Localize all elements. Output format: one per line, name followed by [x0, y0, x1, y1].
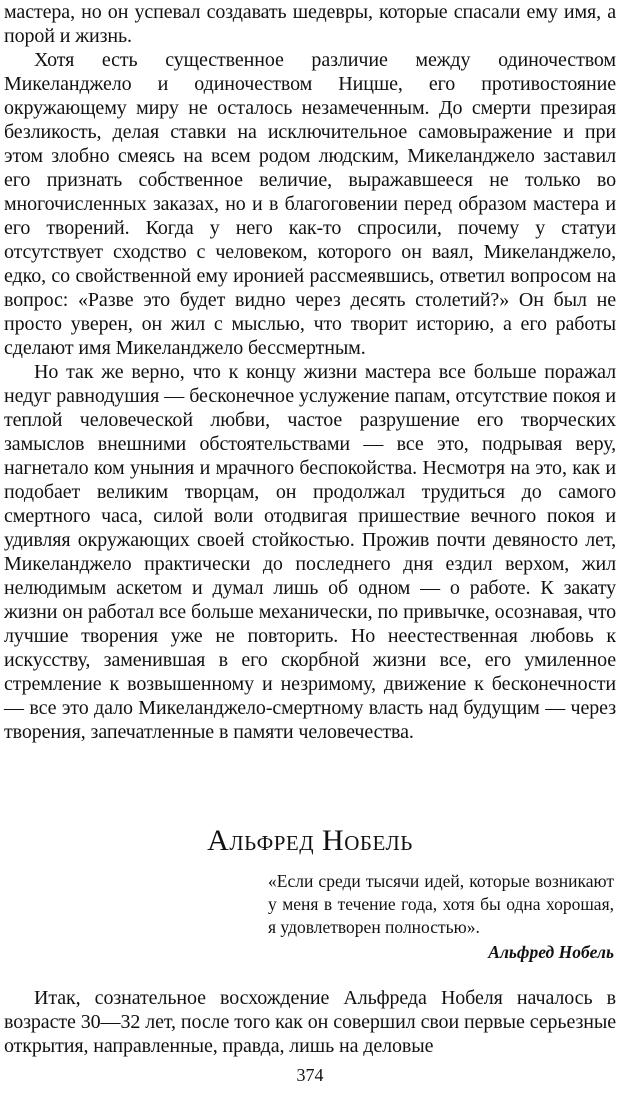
epigraph: [268, 870, 614, 964]
chapter-title: Альфред Нобель: [207, 824, 413, 857]
epigraph-quote: «Если среди тысячи идей, которые возникают у меня в течение года, хотя бы одна хорошая, я удовлетворен полностью».: [268, 871, 614, 937]
paragraph-loneliness: Хотя есть существенное различие между одиночеством Микеланджело и одиночеством Ницше, его противостояние окружающему миру не осталось незамеченным. До смерти презирая безликость, делая ставки на исключительное самовыражение и при этом злобно смеясь на всем родом людским, Микеланджело заставил его признать собственное величие, выражавшееся не только во многочисленных заказах, но и в благоговении перед образом мастера и его творений. Когда у него как-то спросили, почему у статуи отсутствует сходство с человеком, которого он ваял, Микеланджело, едко, со свойственной ему иронией рассмеявшись, ответил вопросом на вопрос: «Разве это будет видно через десять столетий?» Он был не просто уверен, он жил с мыслью, что творит историю, а его работы сделают имя Микеланджело бессмертным.: [4, 49, 616, 359]
epigraph-author: Альфред Нобель: [488, 942, 614, 962]
paragraph-continuation: мастера, но он успевал создавать шедевры, которые спасали ему имя, а порой и жизнь.: [4, 1, 616, 47]
body-text-bottom: [4, 986, 616, 1058]
body-text-top: [4, 0, 616, 744]
page-number: 374: [296, 1065, 324, 1085]
paragraph-nobel-start: Итак, сознательное восхождение Альфреда Нобеля началось в возрасте 30—32 лет, после того как он совершил свои первые серьезные открытия, направленные, правда, лишь на деловые: [4, 987, 616, 1057]
paragraph-late-life: Но так же верно, что к концу жизни мастера все больше поражал недуг равнодушия — бесконечное услужение папам, отсутствие покоя и теплой человеческой любви, частое разрушение его творческих замыслов внешними обстоятельствами — все это, подрывая веру, нагнетало ком уныния и мрачного беспокойства. Несмотря на это, как и подобает великим творцам, он продолжал трудиться до самого смертного часа, силой воли отодвигая пришествие вечного покоя и удивляя окружающих своей стойкостью. Прожив почти девяносто лет, Микеланджело практически до последнего дня ездил верхом, жил нелюдимым аскетом и думал лишь об одном — о работе. К закату жизни он работал все больше механически, по привычке, осознавая, что лучшие творения уже не повторить. Но неестественная любовь к искусству, заменившая в его скорбной жизни все, его умиленное стремление к возвышенному и незримому, движение к бесконечности — все это дало Микеланджело-смертному власть над будущим — через творения, запечатленные в памяти человечества.: [4, 361, 616, 743]
